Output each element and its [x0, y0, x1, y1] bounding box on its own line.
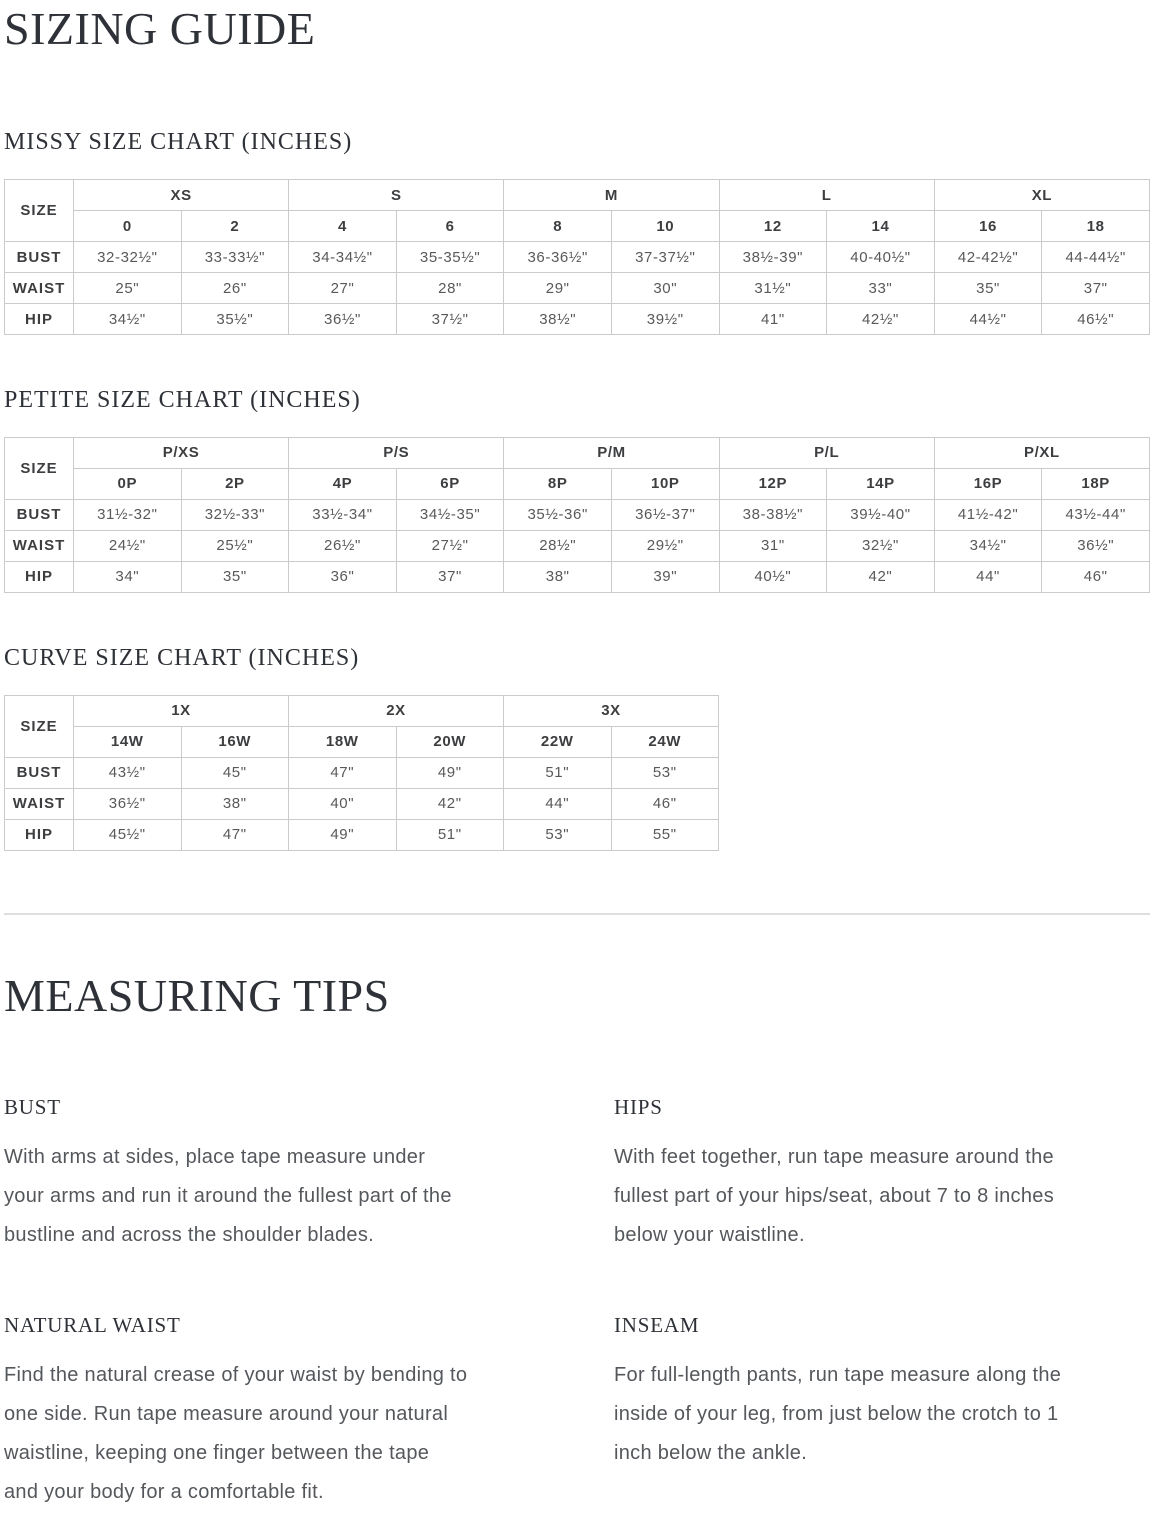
group-header-cell: P/L: [719, 437, 934, 468]
tip-text: With feet together, run tape measure around the fullest part of your hips/seat, about 7 to 8 inches below your waistline.: [614, 1146, 1054, 1247]
measure-label-cell: HIP: [5, 561, 74, 592]
measure-value-cell: 30": [611, 273, 719, 304]
measure-value-cell: 41½-42": [934, 499, 1042, 530]
measure-value-cell: 26½": [289, 530, 397, 561]
measure-value-cell: 51": [504, 757, 612, 788]
measure-value-cell: 43½": [74, 757, 182, 788]
measure-value-cell: 44½": [934, 304, 1042, 335]
curve-size-table: [4, 695, 719, 851]
measure-value-cell: 38": [181, 788, 289, 819]
tip-heading: HIPS: [614, 1094, 663, 1119]
measure-value-cell: 29": [504, 273, 612, 304]
measure-value-cell: 46½": [1042, 304, 1150, 335]
measure-value-cell: 36": [289, 561, 397, 592]
missy-size-table: [4, 179, 1150, 335]
size-number-cell: 6: [396, 211, 504, 242]
group-header-cell: S: [289, 180, 504, 211]
measure-value-cell: 32-32½": [74, 242, 182, 273]
group-header-cell: 1X: [74, 695, 289, 726]
measure-value-cell: 35½": [181, 304, 289, 335]
curve-chart-title: CURVE SIZE CHART (INCHES): [4, 644, 360, 671]
measure-value-cell: 45": [181, 757, 289, 788]
petite-chart-title: PETITE SIZE CHART (INCHES): [4, 387, 361, 414]
size-number-cell: 16: [934, 211, 1042, 242]
measure-label-cell: WAIST: [5, 273, 74, 304]
size-number-cell: 2P: [181, 468, 289, 499]
size-number-cell: 10: [611, 211, 719, 242]
missy-chart-section: [4, 128, 1150, 335]
measure-value-cell: 49": [289, 819, 397, 850]
measure-value-cell: 40-40½": [827, 242, 935, 273]
measure-value-cell: 47": [181, 819, 289, 850]
measure-value-cell: 34½": [934, 530, 1042, 561]
size-number-cell: 0P: [74, 468, 182, 499]
measure-value-cell: 31½": [719, 273, 827, 304]
measure-value-cell: 28": [396, 273, 504, 304]
group-header-cell: 2X: [289, 695, 504, 726]
measure-value-cell: 37-37½": [611, 242, 719, 273]
measure-value-cell: 44": [504, 788, 612, 819]
size-number-cell: 18W: [289, 726, 397, 757]
tip-heading: BUST: [4, 1094, 61, 1119]
size-number-cell: 12: [719, 211, 827, 242]
measure-label-cell: WAIST: [5, 530, 74, 561]
group-header-cell: P/XL: [934, 437, 1149, 468]
size-number-cell: 22W: [504, 726, 612, 757]
group-header-cell: P/S: [289, 437, 504, 468]
size-number-cell: 14P: [827, 468, 935, 499]
measure-value-cell: 42": [827, 561, 935, 592]
measure-value-cell: 28½": [504, 530, 612, 561]
measure-value-cell: 55": [611, 819, 719, 850]
size-header-cell: SIZE: [5, 437, 74, 499]
measure-value-cell: 34-34½": [289, 242, 397, 273]
measure-value-cell: 33½-34": [289, 499, 397, 530]
measure-value-cell: 34": [74, 561, 182, 592]
size-header-cell: SIZE: [5, 695, 74, 757]
size-number-cell: 24W: [611, 726, 719, 757]
measure-value-cell: 24½": [74, 530, 182, 561]
measure-value-cell: 44-44½": [1042, 242, 1150, 273]
size-number-cell: 2: [181, 211, 289, 242]
measure-value-cell: 38-38½": [719, 499, 827, 530]
size-number-cell: 18: [1042, 211, 1150, 242]
size-number-cell: 16W: [181, 726, 289, 757]
tip-heading: NATURAL WAIST: [4, 1313, 181, 1338]
tip-natural-waist: [4, 1313, 580, 1512]
measure-value-cell: 33-33½": [181, 242, 289, 273]
measure-value-cell: 39": [611, 561, 719, 592]
measure-label-cell: BUST: [5, 499, 74, 530]
measure-value-cell: 34½-35": [396, 499, 504, 530]
measure-value-cell: 26": [181, 273, 289, 304]
missy-chart-title: MISSY SIZE CHART (INCHES): [4, 129, 353, 156]
size-header-cell: SIZE: [5, 180, 74, 242]
measure-value-cell: 44": [934, 561, 1042, 592]
curve-chart-section: [4, 644, 1150, 851]
measure-value-cell: 36½": [1042, 530, 1150, 561]
measure-value-cell: 53": [504, 819, 612, 850]
measure-value-cell: 39½-40": [827, 499, 935, 530]
size-number-cell: 14: [827, 211, 935, 242]
size-number-cell: 6P: [396, 468, 504, 499]
measure-value-cell: 35-35½": [396, 242, 504, 273]
measure-value-cell: 38": [504, 561, 612, 592]
measure-value-cell: 42½": [827, 304, 935, 335]
measure-value-cell: 45½": [74, 819, 182, 850]
tip-bust: [4, 1095, 580, 1255]
measure-value-cell: 31½-32": [74, 499, 182, 530]
group-header-cell: M: [504, 180, 719, 211]
measure-value-cell: 40": [289, 788, 397, 819]
size-number-cell: 14W: [74, 726, 182, 757]
group-header-cell: P/XS: [74, 437, 289, 468]
size-number-cell: 0: [74, 211, 182, 242]
measure-value-cell: 31": [719, 530, 827, 561]
measure-value-cell: 36½": [74, 788, 182, 819]
measure-value-cell: 35": [934, 273, 1042, 304]
measure-value-cell: 51": [396, 819, 504, 850]
tip-text: For full-length pants, run tape measure along the inside of your leg, from just below the crotch to 1 inch below the ankle.: [614, 1364, 1062, 1465]
size-number-cell: 8P: [504, 468, 612, 499]
tip-hips: [614, 1095, 1150, 1255]
size-number-cell: 10P: [611, 468, 719, 499]
measure-value-cell: 32½-33": [181, 499, 289, 530]
measure-value-cell: 25": [74, 273, 182, 304]
measure-value-cell: 36½-37": [611, 499, 719, 530]
measure-value-cell: 43½-44": [1042, 499, 1150, 530]
measure-value-cell: 38½": [504, 304, 612, 335]
size-number-cell: 4: [289, 211, 397, 242]
measuring-tips-section: [4, 1095, 1150, 1512]
size-number-cell: 8: [504, 211, 612, 242]
measure-label-cell: BUST: [5, 242, 74, 273]
measure-value-cell: 53": [611, 757, 719, 788]
measure-value-cell: 35½-36": [504, 499, 612, 530]
measure-label-cell: HIP: [5, 304, 74, 335]
group-header-cell: L: [719, 180, 934, 211]
tip-heading: INSEAM: [614, 1313, 700, 1338]
size-number-cell: 12P: [719, 468, 827, 499]
tip-text: With arms at sides, place tape measure under your arms and run it around the fullest part of the bustline and across the shoulder blades.: [4, 1146, 452, 1247]
measure-value-cell: 38½-39": [719, 242, 827, 273]
measure-value-cell: 40½": [719, 561, 827, 592]
measure-value-cell: 46": [611, 788, 719, 819]
measure-value-cell: 37": [396, 561, 504, 592]
measure-value-cell: 34½": [74, 304, 182, 335]
measure-value-cell: 41": [719, 304, 827, 335]
measure-value-cell: 42": [396, 788, 504, 819]
measure-value-cell: 27": [289, 273, 397, 304]
size-number-cell: 20W: [396, 726, 504, 757]
size-number-cell: 16P: [934, 468, 1042, 499]
measure-value-cell: 36-36½": [504, 242, 612, 273]
measure-value-cell: 35": [181, 561, 289, 592]
measure-value-cell: 37½": [396, 304, 504, 335]
measure-label-cell: BUST: [5, 757, 74, 788]
size-number-cell: 18P: [1042, 468, 1150, 499]
measure-value-cell: 49": [396, 757, 504, 788]
size-charts-section: [4, 128, 1150, 850]
measure-value-cell: 29½": [611, 530, 719, 561]
measure-value-cell: 46": [1042, 561, 1150, 592]
size-number-cell: 4P: [289, 468, 397, 499]
section-divider: [4, 913, 1150, 915]
petite-chart-section: [4, 386, 1150, 593]
measure-value-cell: 37": [1042, 273, 1150, 304]
group-header-cell: 3X: [504, 695, 719, 726]
measure-value-cell: 27½": [396, 530, 504, 561]
measure-value-cell: 33": [827, 273, 935, 304]
measure-value-cell: 25½": [181, 530, 289, 561]
tip-inseam: [614, 1313, 1150, 1512]
measure-value-cell: 42-42½": [934, 242, 1042, 273]
measure-value-cell: 32½": [827, 530, 935, 561]
tip-text: Find the natural crease of your waist by bending to one side. Run tape measure around your natural waistline, keeping one finger between the tape and your body for a comfortable fit.: [4, 1364, 468, 1504]
measure-value-cell: 47": [289, 757, 397, 788]
measure-label-cell: WAIST: [5, 788, 74, 819]
group-header-cell: XS: [74, 180, 289, 211]
petite-size-table: [4, 437, 1150, 593]
measure-value-cell: 39½": [611, 304, 719, 335]
page-title: SIZING GUIDE: [4, 3, 316, 54]
group-header-cell: XL: [934, 180, 1149, 211]
measure-label-cell: HIP: [5, 819, 74, 850]
measure-value-cell: 36½": [289, 304, 397, 335]
measuring-tips-title: MEASURING TIPS: [4, 969, 390, 1021]
group-header-cell: P/M: [504, 437, 719, 468]
